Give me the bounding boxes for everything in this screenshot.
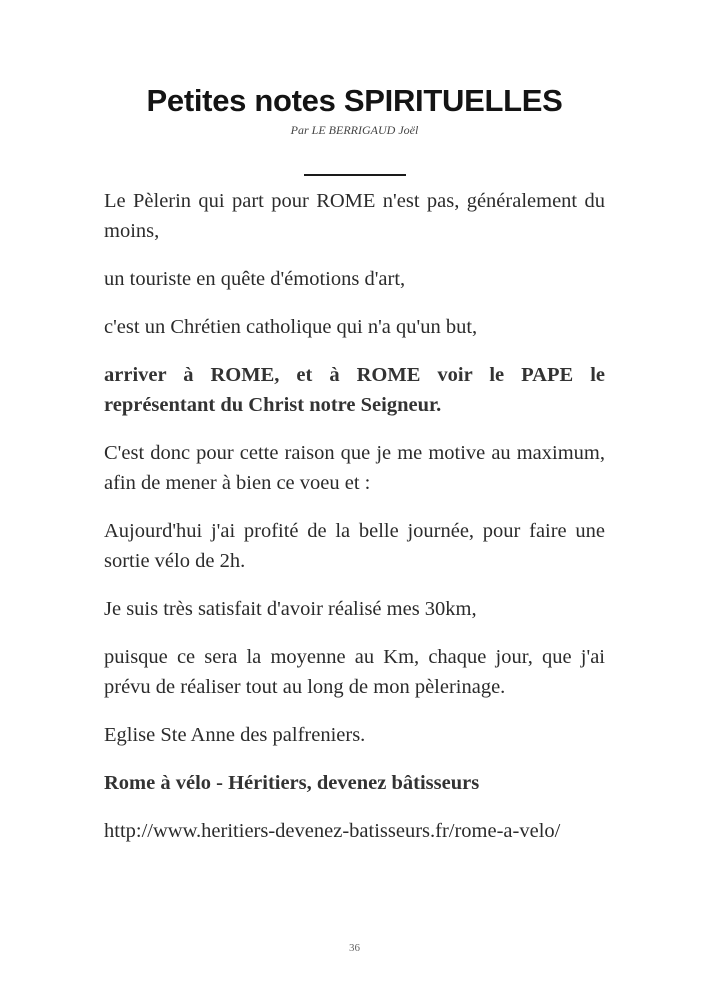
paragraph-tourist: un touriste en quête d'émotions d'art, — [104, 268, 406, 290]
author-line: Par LE BERRIGAUD Joël — [290, 123, 419, 137]
paragraph-catholic: c'est un Chrétien catholique qui n'a qu'un but, — [104, 316, 478, 338]
paragraph-motivation: C'est donc pour cette raison que je me motive au maximum, afin de mener à bien ce voeu et : — [104, 442, 605, 494]
document-body — [104, 186, 605, 864]
paragraph-rome-bike-heading: Rome à vélo - Héritiers, devenez bâtisseurs — [104, 772, 480, 794]
paragraph-30km: Je suis très satisfait d'avoir réalisé mes 30km, — [104, 598, 477, 620]
page-title: Petites notes SPIRITUELLES — [146, 83, 563, 118]
paragraph-average: puisque ce sera la moyenne au Km, chaque jour, que j'ai prévu de réaliser tout au long de mon pèlerinage. — [104, 646, 605, 698]
page-number: 36 — [349, 942, 360, 954]
title-separator — [304, 174, 406, 176]
paragraph-bike-ride: Aujourd'hui j'ai profité de la belle journée, pour faire une sortie vélo de 2h. — [104, 520, 605, 572]
paragraph-pilgrim: Le Pèlerin qui part pour ROME n'est pas, généralement du moins, — [104, 190, 605, 242]
paragraph-url: http://www.heritiers-devenez-batisseurs.fr/rome-a-velo/ — [104, 820, 561, 842]
paragraph-church: Eglise Ste Anne des palfreniers. — [104, 724, 366, 746]
paragraph-rome-pope: arriver à ROME, et à ROME voir le PAPE le représentant du Christ notre Seigneur. — [104, 364, 605, 416]
